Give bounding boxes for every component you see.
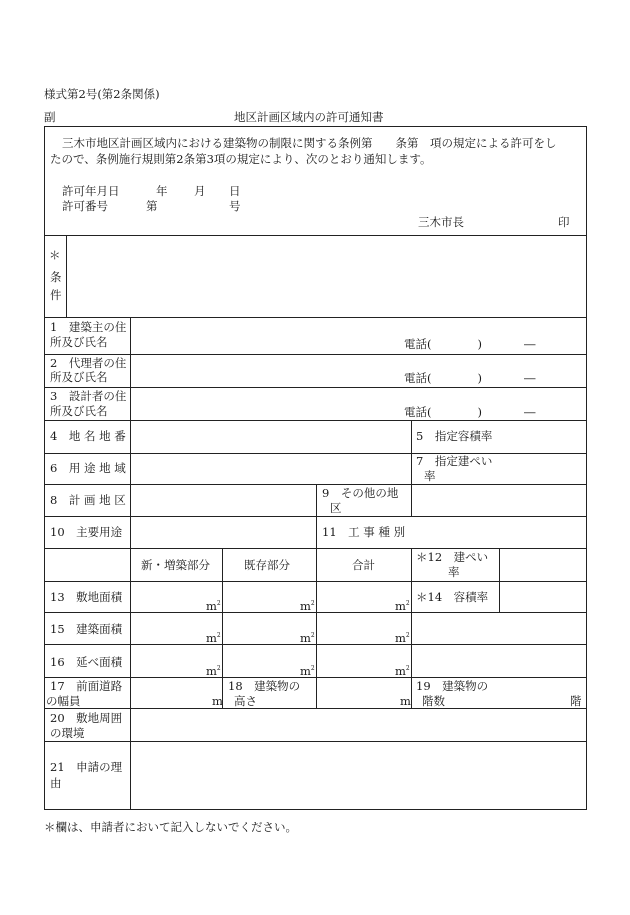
column-existing: 既存部分 — [244, 558, 290, 572]
floor-area-new-unit: $m^2$ — [206, 663, 221, 678]
party-owner-label-1: 1 建築主の住 — [50, 320, 127, 334]
conditions-label-2: 件 — [50, 288, 62, 302]
permit-date-label: 許可年月日 — [62, 184, 120, 198]
row-11-work-type-label: 11 工 事 種 別 — [322, 525, 406, 539]
conditions-field[interactable] — [67, 236, 586, 317]
road-width-unit: m — [212, 694, 223, 708]
footnote: ＊欄は、申請者において記入しないでください。 — [44, 820, 297, 834]
row-20-surroundings-label-2: の環境 — [50, 726, 85, 740]
row-13-site-area-label: 13 敷地面積 — [50, 590, 123, 604]
row-18-height-label-1: 18 建築物の — [228, 679, 301, 693]
building-area-total-unit: $m^2$ — [395, 630, 410, 645]
column-new-addition: 新・増築部分 — [141, 558, 210, 572]
row-16-total-floor-area-label: 16 延べ面積 — [50, 655, 123, 669]
number-suffix-label: 号 — [229, 199, 241, 213]
row-14-volume-ratio-label: ＊14 容積率 — [416, 590, 489, 604]
month-label: 月 — [194, 184, 206, 198]
row-12-coverage-label-1: ＊12 建ぺい — [416, 550, 489, 564]
seal-mark: 印 — [558, 215, 570, 229]
copy-label: 副 — [44, 110, 56, 124]
row-18-height-label-2: 高さ — [234, 694, 257, 708]
column-total: 合計 — [352, 558, 375, 572]
permit-notice-form — [44, 126, 587, 810]
row-19-floors-label-2: 階数 — [422, 694, 445, 708]
form-number: 様式第2号(第2条関係) — [44, 87, 160, 101]
day-label: 日 — [229, 184, 241, 198]
row-5-floor-area-ratio-label: 5 指定容積率 — [416, 429, 493, 443]
site-area-total-unit: $m^2$ — [395, 598, 410, 613]
row-21-reason-label-1: 21 申請の理 — [50, 760, 123, 774]
building-area-existing-unit: $m^2$ — [300, 630, 315, 645]
row-9-other-district-label-1: 9 その他の地 — [322, 486, 399, 500]
row-7-coverage-label-1: 7 指定建ぺい — [416, 454, 493, 468]
party-owner-label-2: 所及び氏名 — [50, 335, 108, 349]
notice-body-line2: たので、条例施行規則第2条第3項の規定により、次のとおり通知します。 — [50, 152, 432, 166]
party-designer-phone[interactable]: 電話( ) — [404, 405, 482, 419]
row-15-building-area-label: 15 建築面積 — [50, 622, 123, 636]
floors-unit: 階 — [570, 694, 582, 708]
row-17-road-width-label-1: 17 前面道路 — [50, 679, 123, 693]
party-agent-label-2: 所及び氏名 — [50, 370, 108, 384]
row-4-location-label: 4 地 名 地 番 — [50, 429, 126, 443]
row-7-coverage-label-2: 率 — [424, 469, 436, 483]
site-area-existing-unit: $m^2$ — [300, 598, 315, 613]
document-title: 地区計画区域内の許可通知書 — [234, 110, 384, 124]
party-agent-dash: ― — [524, 371, 536, 385]
row-12-coverage-label-2: 率 — [448, 565, 460, 579]
floor-area-existing-unit: $m^2$ — [300, 663, 315, 678]
row-17-road-width-label-2: の幅員 — [46, 694, 81, 708]
row-20-surroundings-label-1: 20 敷地周囲 — [50, 711, 123, 725]
floor-area-total-unit: $m^2$ — [395, 663, 410, 678]
site-area-new-unit: $m^2$ — [206, 598, 221, 613]
party-owner-phone[interactable]: 電話( ) — [404, 337, 482, 351]
row-19-floors-label-1: 19 建築物の — [416, 679, 489, 693]
party-agent-phone[interactable]: 電話( ) — [404, 371, 482, 385]
building-area-new-unit: $m^2$ — [206, 630, 221, 645]
party-owner-dash: ― — [524, 337, 536, 351]
height-unit: m — [400, 694, 411, 708]
party-designer-label-2: 所及び氏名 — [50, 404, 108, 418]
row-6-zoning-label: 6 用 途 地 域 — [50, 461, 126, 475]
row-9-other-district-label-2: 区 — [330, 501, 342, 515]
mayor-label: 三木市長 — [418, 215, 464, 229]
party-designer-label-1: 3 設計者の住 — [50, 389, 127, 403]
year-label: 年 — [156, 184, 168, 198]
conditions-asterisk: ＊ — [49, 248, 61, 262]
conditions-label-1: 条 — [50, 270, 62, 284]
number-prefix-label: 第 — [146, 199, 158, 213]
row-8-plan-district-label: 8 計 画 地 区 — [50, 493, 126, 507]
notice-body-line1: 三木市地区計画区域内における建築物の制限に関する条例第 条第 項の規定による許可をし — [62, 136, 557, 150]
row-21-reason-label-2: 由 — [50, 776, 62, 790]
party-agent-label-1: 2 代理者の住 — [50, 356, 127, 370]
party-designer-dash: ― — [524, 405, 536, 419]
permit-number-label: 許可番号 — [62, 199, 108, 213]
row-10-main-use-label: 10 主要用途 — [50, 525, 123, 539]
